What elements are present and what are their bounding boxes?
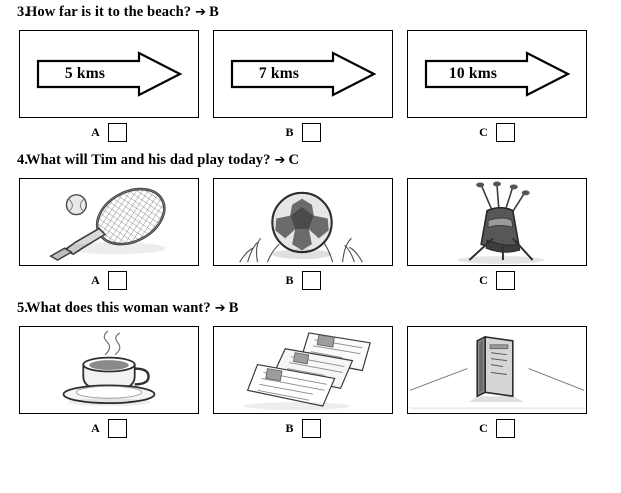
question-block-5 (0, 294, 621, 442)
option-3-b[interactable] (213, 30, 393, 146)
option-letter: B (285, 124, 294, 139)
question-number: 3. (17, 4, 29, 20)
question-heading-5 (0, 300, 621, 317)
option-checkbox[interactable] (302, 419, 321, 438)
option-4-a[interactable] (19, 178, 199, 294)
option-4-c[interactable] (407, 178, 587, 294)
golf-bag-with-clubs-icon (408, 179, 586, 266)
coffee-cup-and-saucer-icon (20, 327, 198, 414)
option-footer (19, 118, 199, 146)
option-image-frame (407, 30, 587, 118)
option-image-frame (19, 30, 199, 118)
option-checkbox[interactable] (108, 271, 127, 290)
option-footer (213, 414, 393, 442)
arrow-icon: ➔ (195, 5, 207, 20)
option-4-b[interactable] (213, 178, 393, 294)
closed-book-icon (408, 327, 586, 414)
option-checkbox[interactable] (496, 123, 515, 142)
option-image-frame (407, 178, 587, 266)
question-text: What will Tim and his dad play today? (26, 152, 271, 168)
question-text: What does this woman want? (26, 300, 211, 316)
option-letter: A (91, 420, 100, 435)
option-3-c[interactable] (407, 30, 587, 146)
option-5-b[interactable] (213, 326, 393, 442)
option-checkbox[interactable] (108, 419, 127, 438)
option-caption: 5 kms (64, 65, 106, 82)
question-answer: B (209, 4, 219, 20)
option-image-frame (19, 178, 199, 266)
road-sign-arrow-icon (423, 50, 571, 98)
option-footer (407, 118, 587, 146)
option-caption: 7 kms (258, 65, 300, 82)
arrow-icon: ➔ (214, 301, 226, 316)
option-checkbox[interactable] (302, 123, 321, 142)
road-sign-arrow-icon (229, 50, 377, 98)
soccer-ball-on-grass-icon (214, 179, 392, 266)
arrow-icon: ➔ (274, 153, 286, 168)
option-5-a[interactable] (19, 326, 199, 442)
options-row-4 (0, 178, 621, 294)
question-heading-3 (0, 4, 621, 21)
question-block-3 (0, 0, 621, 146)
newspapers-and-letters-icon (214, 327, 392, 414)
option-image-frame (213, 326, 393, 414)
option-footer (213, 118, 393, 146)
question-heading-4 (0, 152, 621, 169)
option-letter: B (285, 420, 294, 435)
option-letter: C (479, 420, 488, 435)
road-sign-arrow-icon (35, 50, 183, 98)
question-number: 5. (17, 300, 29, 316)
option-letter: B (285, 272, 294, 287)
option-image-frame (213, 178, 393, 266)
option-checkbox[interactable] (496, 271, 515, 290)
option-image-frame (213, 30, 393, 118)
option-image-frame (19, 326, 199, 414)
option-letter: A (91, 272, 100, 287)
option-letter: A (91, 124, 100, 139)
tennis-racket-and-ball-icon (20, 179, 198, 266)
option-checkbox[interactable] (108, 123, 127, 142)
options-row-5 (0, 326, 621, 442)
option-footer (213, 266, 393, 294)
option-3-a[interactable] (19, 30, 199, 146)
option-5-c[interactable] (407, 326, 587, 442)
question-text: How far is it to the beach? (26, 4, 192, 20)
option-checkbox[interactable] (302, 271, 321, 290)
option-letter: C (479, 272, 488, 287)
question-answer: C (288, 152, 300, 168)
option-footer (407, 266, 587, 294)
question-number: 4. (17, 152, 29, 168)
option-footer (407, 414, 587, 442)
options-row-3 (0, 30, 621, 146)
option-footer (19, 266, 199, 294)
option-letter: C (479, 124, 488, 139)
option-image-frame (407, 326, 587, 414)
option-caption: 10 kms (448, 65, 498, 82)
option-footer (19, 414, 199, 442)
question-answer: B (228, 300, 239, 316)
option-checkbox[interactable] (496, 419, 515, 438)
question-block-4 (0, 146, 621, 294)
